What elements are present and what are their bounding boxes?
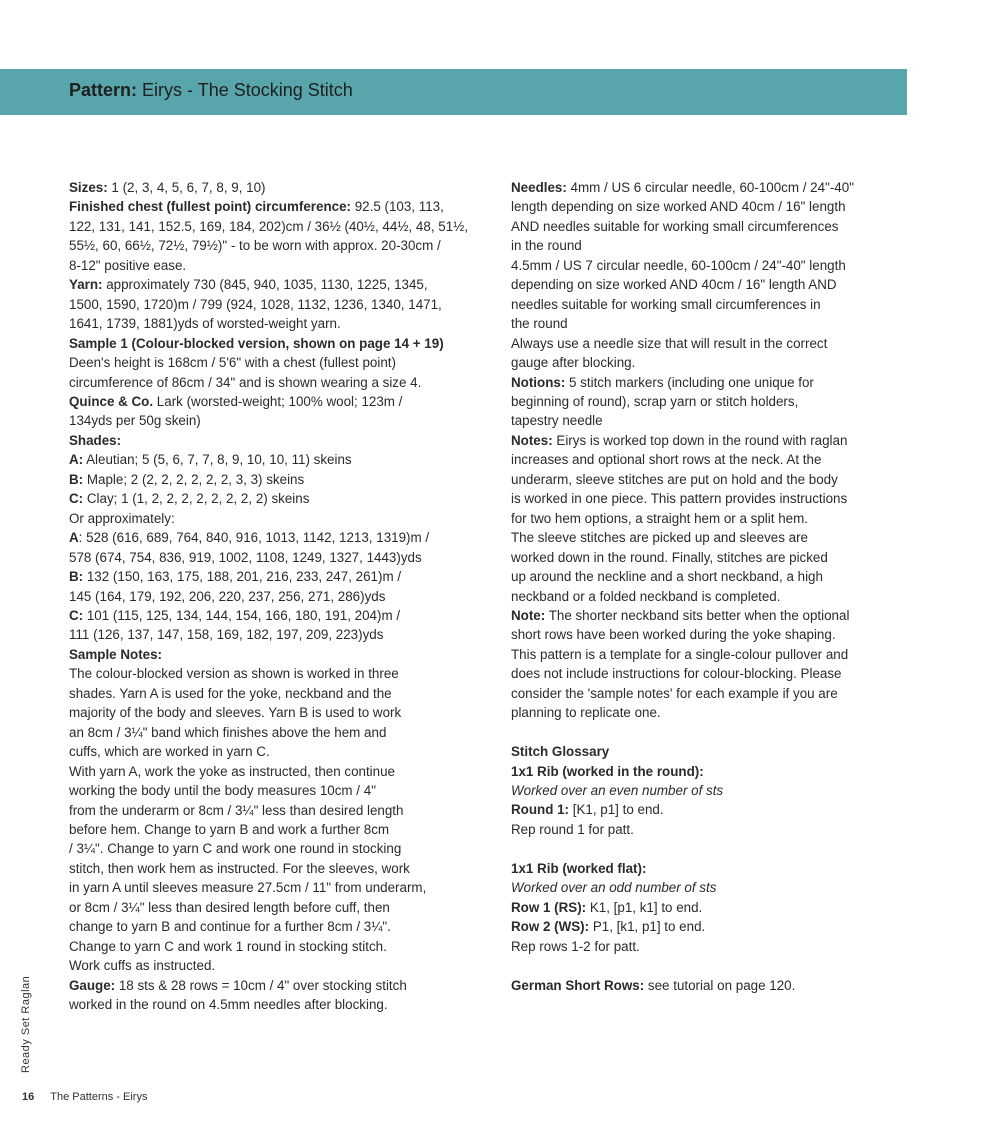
text-line — [69, 645, 469, 664]
text-line — [511, 684, 901, 703]
text-line — [69, 431, 469, 450]
bold-label: C: — [69, 607, 84, 623]
text-line — [69, 314, 469, 333]
text-line — [511, 800, 901, 819]
bold-label: Sample 1 (Colour-blocked version, shown on page 14 + 19) — [69, 335, 444, 351]
text-line — [69, 684, 469, 703]
text-line — [69, 509, 469, 528]
line-text: majority of the body and sleeves. Yarn B is used to work — [69, 705, 402, 721]
text-line — [69, 664, 469, 683]
text-line — [511, 859, 901, 878]
text-line — [511, 509, 901, 528]
text-line — [511, 256, 901, 275]
text-line — [511, 878, 901, 897]
text-line — [511, 917, 901, 936]
line-text: 111 (126, 137, 147, 158, 169, 182, 197, 209, 223)yds — [69, 627, 384, 643]
text-line — [511, 723, 901, 742]
line-text: tapestry needle — [511, 413, 603, 429]
line-text: Rep rows 1-2 for patt. — [511, 938, 640, 954]
page-title-label: Pattern: — [69, 80, 138, 100]
line-text: 55½, 60, 66½, 72½, 79½)" - to be worn with approx. 20-30cm / — [69, 238, 441, 254]
line-text: underarm, sleeve stitches are put on hold and the body — [511, 471, 838, 487]
bold-label: Quince & Co. — [69, 393, 154, 409]
bold-label: Gauge: — [69, 977, 116, 993]
bold-label: Needles: — [511, 180, 567, 195]
bold-label: 1x1 Rib (worked in the round): — [511, 763, 704, 779]
text-line — [511, 470, 901, 489]
text-line — [69, 801, 469, 820]
line-text: 132 (150, 163, 175, 188, 201, 216, 233, 247, 261)m / — [83, 569, 402, 585]
text-line — [511, 567, 901, 586]
line-text: 134yds per 50g skein) — [69, 413, 201, 429]
line-text: shades. Yarn A is used for the yoke, neckband and the — [69, 685, 392, 701]
line-text: neckband or a folded neckband is completed. — [511, 588, 781, 604]
line-text: Aleutian; 5 (5, 6, 7, 7, 8, 9, 10, 10, 11) skeins — [83, 452, 352, 468]
line-text: an 8cm / 3¼" band which finishes above the hem and — [69, 724, 387, 740]
line-text: : 528 (616, 689, 764, 840, 916, 1013, 1142, 1213, 1319)m / — [78, 530, 430, 546]
line-text: or 8cm / 3¼" less than desired length before cuff, then — [69, 899, 390, 915]
bold-label: Notions: — [511, 374, 566, 390]
text-line — [69, 236, 469, 255]
right-column — [511, 178, 901, 995]
line-text: up around the neckline and a short neckband, a high — [511, 569, 823, 585]
line-text: depending on size worked AND 40cm / 16" length AND — [511, 277, 837, 293]
line-text: 145 (164, 179, 192, 206, 220, 237, 256, 271, 286)yds — [69, 588, 386, 604]
text-line — [69, 839, 469, 858]
line-text: cuffs, which are worked in yarn C. — [69, 744, 270, 760]
line-text: Work cuffs as instructed. — [69, 958, 216, 974]
line-text: working the body until the body measures 10cm / 4" — [69, 783, 376, 799]
line-text: The colour-blocked version as shown is worked in three — [69, 666, 399, 682]
header-banner — [0, 69, 907, 115]
bold-label: Round 1: — [511, 802, 570, 818]
bold-label: 1x1 Rib (worked flat): — [511, 860, 647, 876]
text-line — [69, 781, 469, 800]
line-text: Clay; 1 (1, 2, 2, 2, 2, 2, 2, 2, 2) skeins — [83, 491, 310, 507]
text-line — [511, 820, 901, 839]
text-line — [511, 839, 901, 858]
text-line — [511, 431, 901, 450]
bold-label: Row 1 (RS): — [511, 899, 587, 915]
line-text: 1 (2, 3, 4, 5, 6, 7, 8, 9, 10) — [107, 180, 266, 195]
text-line — [511, 664, 901, 683]
text-line — [511, 295, 901, 314]
line-text: stitch, then work hem as instructed. For the sleeves, work — [69, 860, 410, 876]
text-line — [69, 703, 469, 722]
text-line — [511, 548, 901, 567]
text-line — [69, 528, 469, 547]
text-line — [511, 489, 901, 508]
text-line — [69, 275, 469, 294]
line-text: The sleeve stitches are picked up and sleeves are — [511, 530, 808, 546]
text-line — [69, 859, 469, 878]
line-text: This pattern is a template for a single-colour pullover and — [511, 646, 849, 662]
line-text: 4mm / US 6 circular needle, 60-100cm / 24"-40" — [566, 180, 854, 195]
line-text: 122, 131, 141, 152.5, 169, 184, 202)cm / 36½ (40½, 44½, 48, 51½, — [69, 218, 469, 234]
line-text: in yarn A until sleeves measure 27.5cm / 11" from underarm, — [69, 880, 427, 896]
line-text: beginning of round), scrap yarn or stitch holders, — [511, 393, 799, 409]
page-title — [69, 80, 353, 101]
text-line — [511, 703, 901, 722]
bold-label: Finished chest (fullest point) circumference: — [69, 199, 351, 215]
line-text: Or approximately: — [69, 510, 175, 526]
text-line — [69, 917, 469, 936]
bold-label: B: — [69, 471, 84, 487]
line-text: circumference of 86cm / 34" and is shown wearing a size 4. — [69, 374, 422, 390]
line-text: 8-12" positive ease. — [69, 257, 187, 273]
line-text: K1, [p1, k1] to end. — [586, 899, 703, 915]
text-line — [69, 353, 469, 372]
bold-label: Stitch Glossary — [511, 744, 610, 760]
text-line — [69, 256, 469, 275]
bold-label: Yarn: — [69, 277, 103, 293]
text-line — [69, 995, 469, 1014]
text-line — [511, 178, 901, 197]
text-line — [69, 217, 469, 236]
line-text: [K1, p1] to end. — [569, 802, 664, 818]
bold-label: German Short Rows: — [511, 977, 645, 993]
text-line — [69, 295, 469, 314]
text-line — [69, 567, 469, 586]
text-line — [511, 742, 901, 761]
line-text: Worked over an odd number of sts — [511, 880, 717, 896]
page-title-text: Eirys - The Stocking Stitch — [142, 80, 353, 100]
line-text: With yarn A, work the yoke as instructed, then continue — [69, 763, 396, 779]
text-line — [69, 392, 469, 411]
text-line — [69, 762, 469, 781]
text-line — [511, 937, 901, 956]
text-line — [69, 956, 469, 975]
bold-label: Row 2 (WS): — [511, 919, 590, 935]
line-text: before hem. Change to yarn B and work a further 8cm — [69, 821, 390, 837]
text-line — [511, 956, 901, 975]
text-line — [69, 625, 469, 644]
text-line — [511, 334, 901, 353]
text-line — [69, 723, 469, 742]
text-line — [511, 392, 901, 411]
left-column — [69, 178, 469, 1014]
line-text: from the underarm or 8cm / 3¼" less than desired length — [69, 802, 404, 818]
line-text: Worked over an even number of sts — [511, 783, 724, 799]
text-line — [69, 898, 469, 917]
text-line — [69, 548, 469, 567]
bold-label: C: — [69, 491, 84, 507]
text-line — [511, 587, 901, 606]
text-line — [511, 450, 901, 469]
line-text: planning to replicate one. — [511, 705, 661, 721]
line-text: is worked in one piece. This pattern provides instructions — [511, 491, 848, 507]
bold-label: Sample Notes: — [69, 646, 163, 662]
text-line — [69, 587, 469, 606]
text-line — [69, 937, 469, 956]
text-line — [511, 373, 901, 392]
line-text: Lark (worsted-weight; 100% wool; 123m / — [153, 393, 403, 409]
bold-label: B: — [69, 569, 84, 585]
text-line — [69, 606, 469, 625]
line-text: does not include instructions for colour-blocking. Please — [511, 666, 842, 682]
text-line — [69, 470, 469, 489]
text-line — [511, 314, 901, 333]
line-text: Deen's height is 168cm / 5'6" with a chest (fullest point) — [69, 355, 396, 371]
text-line — [511, 645, 901, 664]
line-text: needles suitable for working small circumferences in — [511, 296, 821, 312]
text-line — [511, 217, 901, 236]
bold-label: Notes: — [511, 432, 553, 448]
line-text: 18 sts & 28 rows = 10cm / 4" over stocking stitch — [115, 977, 407, 993]
page-number: 16 — [22, 1091, 35, 1103]
line-text: P1, [k1, p1] to end. — [589, 919, 706, 935]
text-line — [511, 898, 901, 917]
text-line — [511, 411, 901, 430]
line-text: worked down in the round. Finally, stitches are picked — [511, 549, 828, 565]
line-text: Eirys is worked top down in the round with raglan — [552, 432, 848, 448]
line-text: 1641, 1739, 1881)yds of worsted-weight yarn. — [69, 316, 341, 332]
line-text: AND needles suitable for working small circumferences — [511, 218, 839, 234]
line-text: Rep round 1 for patt. — [511, 821, 634, 837]
text-line — [69, 197, 469, 216]
text-line — [69, 178, 469, 197]
line-text: approximately 730 (845, 940, 1035, 1130, 1225, 1345, — [102, 277, 428, 293]
footer-section: The Patterns - Eirys — [50, 1091, 148, 1103]
text-line — [69, 489, 469, 508]
line-text: for two hem options, a straight hem or a split hem. — [511, 510, 808, 526]
line-text: see tutorial on page 120. — [644, 977, 796, 993]
line-text: gauge after blocking. — [511, 355, 636, 371]
text-line — [511, 197, 901, 216]
text-line — [511, 353, 901, 372]
text-line — [69, 450, 469, 469]
line-text: length depending on size worked AND 40cm / 16" length — [511, 199, 846, 215]
text-line — [511, 236, 901, 255]
line-text: 1500, 1590, 1720)m / 799 (924, 1028, 1132, 1236, 1340, 1471, — [69, 296, 442, 312]
text-line — [511, 781, 901, 800]
side-book-title: Ready Set Raglan — [20, 975, 32, 1073]
text-line — [511, 976, 901, 995]
text-line — [69, 373, 469, 392]
line-text: short rows have been worked during the yoke shaping. — [511, 627, 836, 643]
line-text: 5 stitch markers (including one unique for — [565, 374, 814, 390]
line-text: consider the 'sample notes' for each example if you are — [511, 685, 838, 701]
line-text: change to yarn B and continue for a further 8cm / 3¼". — [69, 919, 391, 935]
text-line — [511, 606, 901, 625]
text-line — [511, 625, 901, 644]
bold-label: Sizes: — [69, 180, 108, 195]
line-text: worked in the round on 4.5mm needles after blocking. — [69, 997, 388, 1013]
line-text: the round — [511, 316, 568, 332]
line-text: 4.5mm / US 7 circular needle, 60-100cm / 24"-40" length — [511, 257, 846, 273]
line-text: / 3¼". Change to yarn C and work one round in stocking — [69, 841, 402, 857]
text-line — [69, 878, 469, 897]
text-line — [69, 742, 469, 761]
line-text: 578 (674, 754, 836, 919, 1002, 1108, 1249, 1327, 1443)yds — [69, 549, 422, 565]
line-text: Maple; 2 (2, 2, 2, 2, 2, 2, 3, 3) skeins — [83, 471, 305, 487]
text-line — [511, 762, 901, 781]
bold-label: A — [69, 530, 79, 546]
bold-label: Note: — [511, 607, 546, 623]
line-text: Always use a needle size that will result in the correct — [511, 335, 828, 351]
line-text: Change to yarn C and work 1 round in stocking stitch. — [69, 938, 387, 954]
line-text: 92.5 (103, 113, — [351, 199, 444, 215]
line-text: in the round — [511, 238, 582, 254]
page-footer — [22, 1091, 147, 1103]
text-line — [69, 976, 469, 995]
bold-label: Shades: — [69, 432, 122, 448]
bold-label: A: — [69, 452, 84, 468]
text-line — [69, 334, 469, 353]
line-text: 101 (115, 125, 134, 144, 154, 166, 180, 191, 204)m / — [83, 607, 401, 623]
line-text: increases and optional short rows at the neck. At the — [511, 452, 822, 468]
text-line — [511, 275, 901, 294]
text-line — [69, 411, 469, 430]
text-line — [69, 820, 469, 839]
text-line — [511, 528, 901, 547]
line-text: The shorter neckband sits better when the optional — [545, 607, 850, 623]
